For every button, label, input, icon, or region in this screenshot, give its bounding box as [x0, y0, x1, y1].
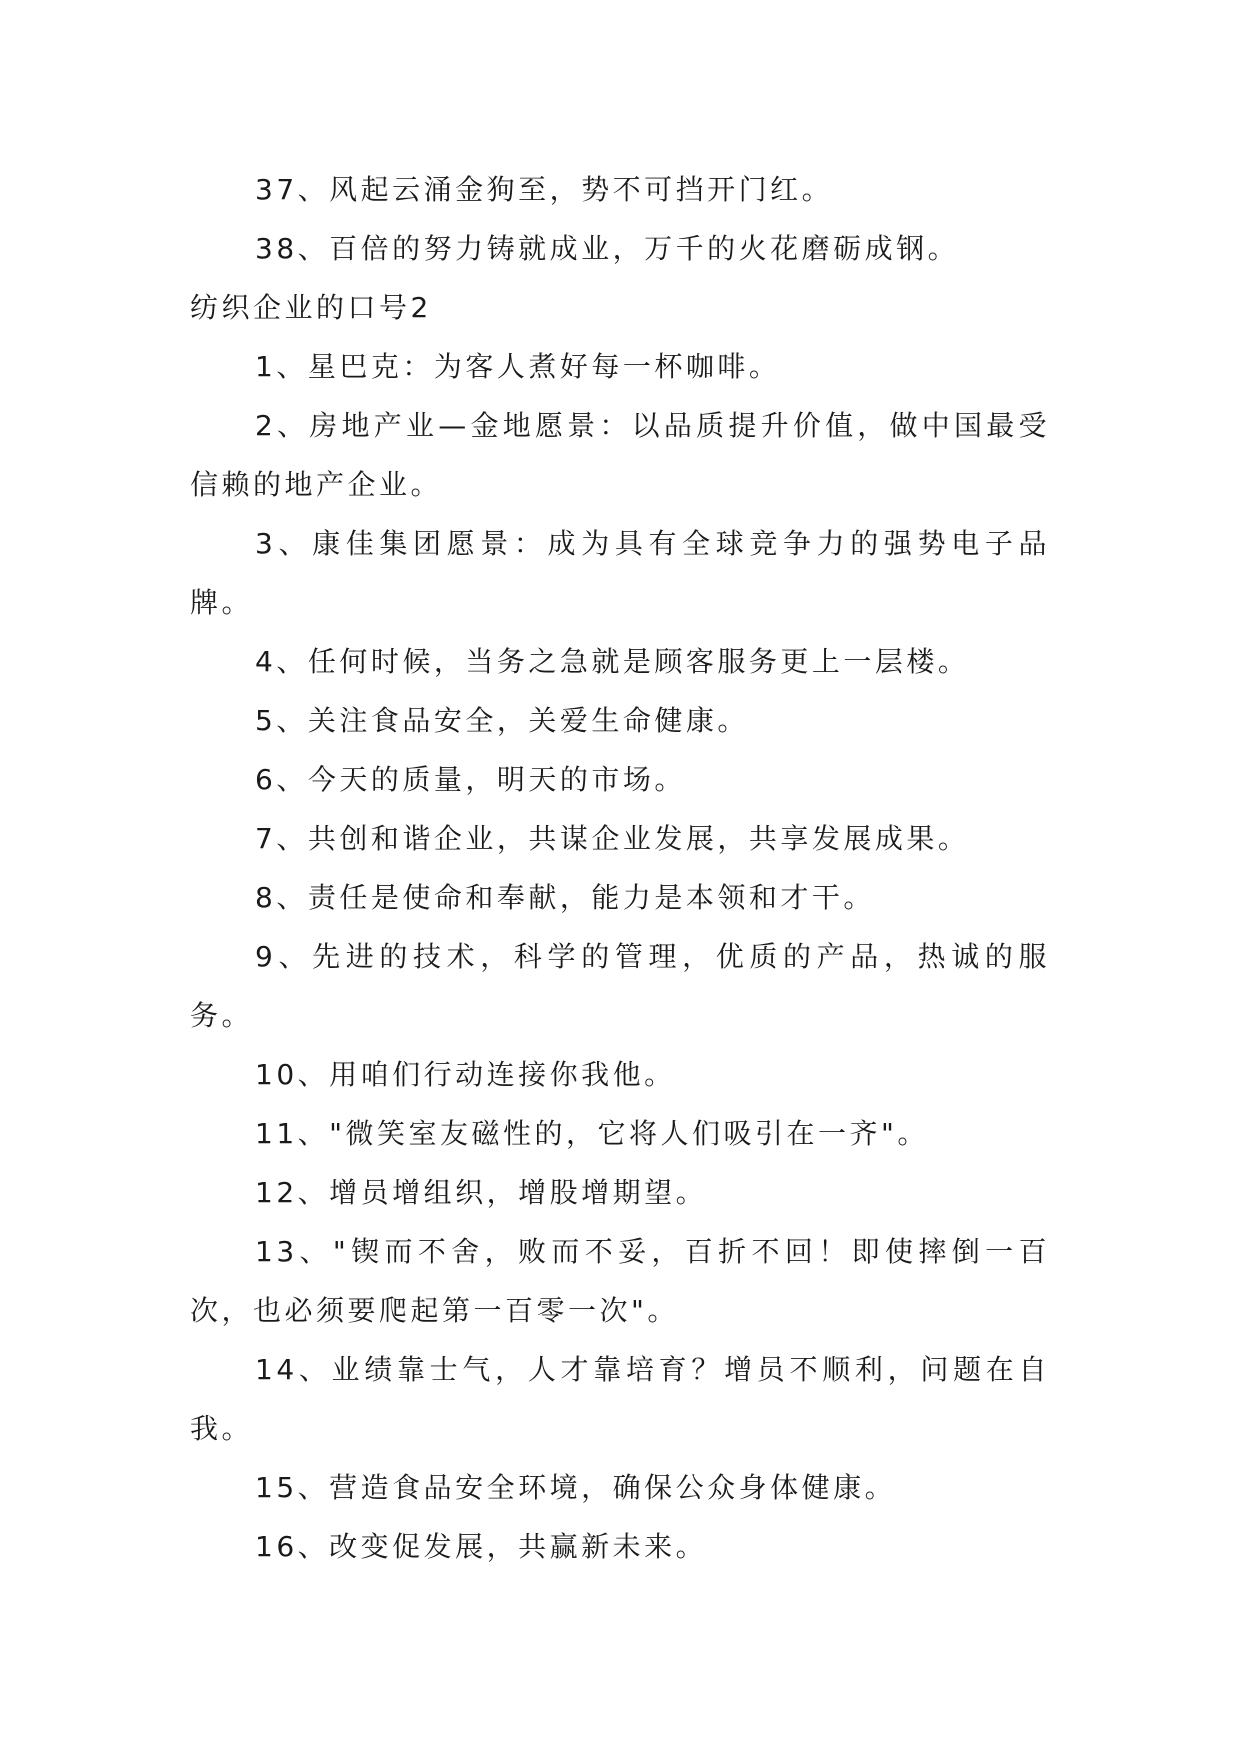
list-item: 5、关注食品安全，关爱生命健康。	[255, 704, 749, 737]
list-item: 6、今天的质量，明天的市场。	[255, 763, 686, 796]
list-item: 10、用咱们行动连接你我他。	[255, 1058, 676, 1091]
document-body	[190, 160, 1050, 1576]
list-item: 37、风起云涌金狗至，势不可挡开门红。	[255, 173, 834, 206]
section-heading: 纺织企业的口号2	[190, 291, 432, 324]
list-item: 9、先进的技术，科学的管理，优质的产品，热诚的服务。	[190, 940, 1050, 1032]
list-item: 15、营造食品安全环境，确保公众身体健康。	[255, 1471, 897, 1504]
list-item: 12、增员增组织，增股增期望。	[255, 1176, 708, 1209]
list-item: 7、共创和谐企业，共谋企业发展，共享发展成果。	[255, 822, 970, 855]
list-item: 38、百倍的努力铸就成业，万千的火花磨砺成钢。	[255, 232, 960, 265]
list-item: 2、房地产业—金地愿景：以品质提升价值，做中国最受信赖的地产企业。	[190, 409, 1050, 501]
list-item: 13、"锲而不舍，败而不妥，百折不回！即使摔倒一百次，也必须要爬起第一百零一次"。	[190, 1235, 1050, 1327]
list-item: 8、责任是使命和奉献，能力是本领和才干。	[255, 881, 875, 914]
list-item: 1、星巴克：为客人煮好每一杯咖啡。	[255, 350, 781, 383]
list-item: 11、"微笑室友磁性的，它将人们吸引在一齐"。	[255, 1117, 929, 1150]
list-item: 4、任何时候，当务之急就是顾客服务更上一层楼。	[255, 645, 970, 678]
list-item: 14、业绩靠士气，人才靠培育？增员不顺利，问题在自我。	[190, 1353, 1050, 1445]
list-item: 3、康佳集团愿景：成为具有全球竞争力的强势电子品牌。	[190, 527, 1050, 619]
list-item: 16、改变促发展，共赢新未来。	[255, 1530, 708, 1563]
